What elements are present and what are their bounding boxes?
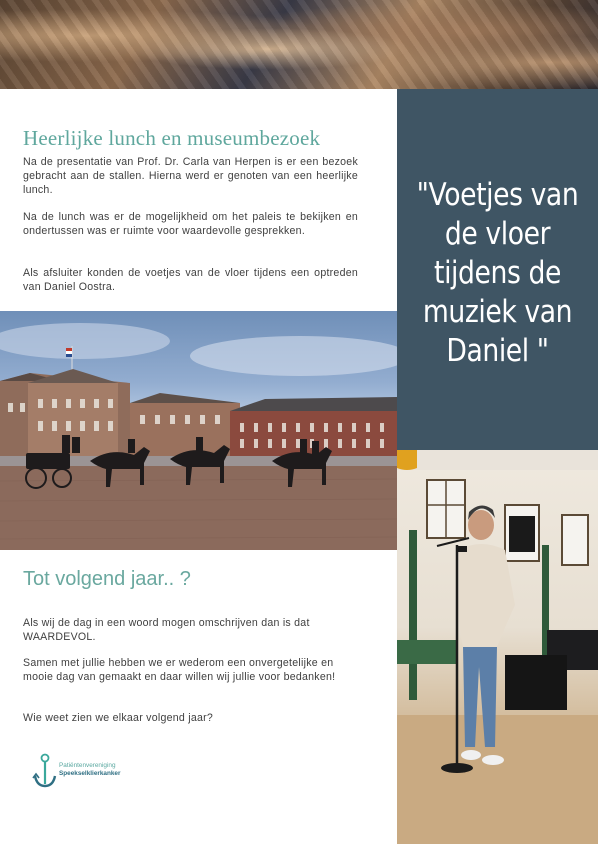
lunch-paragraph-1: Na de presentatie van Prof. Dr. Carla van Herpen is er een bezoek gebracht aan de stallen. Hierna werd er genoten van een heerlijke lunch. [23, 156, 358, 196]
logo-line-2: Speekselklierkanker [59, 770, 121, 777]
association-logo [29, 750, 139, 795]
next-year-paragraph-1: Als wij de dag in een woord mogen omschrijven dan is dat WAARDEVOL. [23, 617, 310, 643]
next-year-paragraph-2: Samen met jullie hebben we er wederom een onvergetelijke en mooie dag van gemaakt en daar willen wij jullie voor bedanken! [23, 657, 336, 683]
lunch-paragraph-2: Na de lunch was er de mogelijkheid om het paleis te bekijken en ondertussen was er ruimte voor waardevolle gesprekken. [23, 211, 358, 237]
quote-panel [397, 89, 598, 450]
next-year-paragraph-3: Wie weet zien we elkaar volgend jaar? [23, 712, 214, 724]
lunch-paragraph-3: Als afsluiter konden de voetjes van de vloer tijdens een optreden van Daniel Oostra. [23, 267, 358, 293]
header-banner-photo [0, 0, 598, 89]
next-year-section-title: Tot volgend jaar.. ? [23, 568, 191, 590]
quote-text: "Voetjes van de vloer tijdens de muziek van Daniel " [416, 176, 579, 369]
lunch-section-title: Heerlijke lunch en museumbezoek [23, 126, 321, 150]
anchor-icon [31, 752, 57, 792]
palace-carriage-photo [0, 311, 397, 550]
singer-photo [397, 450, 598, 844]
logo-line-1: Patiëntenvereniging [59, 762, 116, 769]
